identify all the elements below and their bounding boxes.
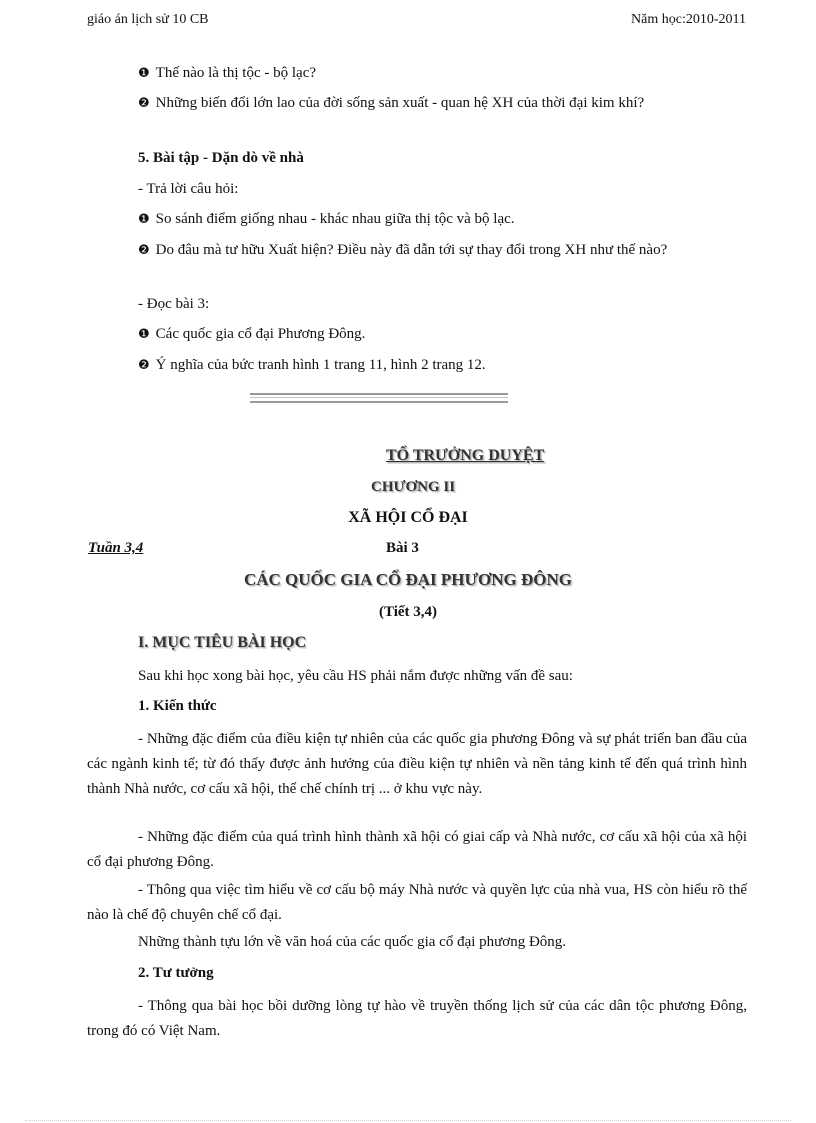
knowledge-paragraph-1: - Những đặc điểm của điều kiện tự nhiên của các quốc gia phương Đông và sự phát triển ban đầu của các ngành kinh tế; từ đó thấy được ảnh hưởng của điều kiện tự nhiên và nền tảng kinh tế đến quá trình hình thành Nhà nước, cơ cấu xã hội, thể chế chính trị ... ở khu vực này.: [87, 731, 747, 797]
objectives-intro: Sau khi học xong bài học, yêu cầu HS phải nắm được những vấn đề sau:: [138, 668, 573, 684]
chapter-title: XÃ HỘI CỔ ĐẠI: [348, 509, 468, 526]
review-question-2-text: Những biến đổi lớn lao của đời sống sản xuất - quan hệ XH của thời đại kim khí?: [155, 95, 645, 111]
bullet-one-icon: ❶: [138, 327, 150, 342]
homework-read-2-text: Ý nghĩa của bức tranh hình 1 trang 11, hình 2 trang 12.: [155, 357, 486, 373]
knowledge-paragraph-2: - Những đặc điểm của quá trình hình thành xã hội có giai cấp và Nhà nước, cơ cấu xã hội của xã hội cổ đại phương Đông.: [87, 829, 747, 870]
bullet-two-icon: ❷: [138, 96, 150, 111]
bullet-two-icon: ❷: [138, 243, 150, 258]
header-left: giáo án lịch sử 10 CB: [87, 12, 209, 27]
approval-title: TỔ TRƯỞNG DUYỆT: [386, 447, 545, 464]
lesson-number: Bài 3: [386, 540, 419, 556]
bullet-two-icon: ❷: [138, 358, 150, 373]
homework-question-1: [138, 208, 515, 231]
page-bottom-border: [25, 1120, 791, 1121]
week-label: Tuần 3,4: [88, 540, 144, 556]
homework-heading: 5. Bài tập - Dặn dò về nhà: [138, 150, 304, 166]
review-question-2: [87, 92, 747, 115]
header-right: Năm học:2010-2011: [631, 12, 746, 27]
homework-read-1: [138, 323, 365, 346]
homework-read: - Đọc bài 3:: [138, 296, 210, 312]
review-question-1-text: Thế nào là thị tộc - bộ lạc?: [155, 65, 317, 81]
knowledge-heading: 1. Kiến thức: [138, 698, 217, 714]
thought-heading: 2. Tư tưởng: [138, 965, 214, 981]
bullet-one-icon: ❶: [138, 66, 150, 81]
review-question-1: [138, 62, 316, 85]
homework-question-2-text: Do đâu mà tư hữu Xuất hiện? Điều này đã dẫn tới sự thay đổi trong XH như thế nào?: [155, 242, 668, 258]
homework-question-2: [87, 239, 747, 262]
objectives-heading: I. MỤC TIÊU BÀI HỌC: [138, 634, 307, 651]
homework-read-2: [138, 354, 486, 377]
knowledge-paragraph-3: - Thông qua việc tìm hiểu về cơ cấu bộ máy Nhà nước và quyền lực của nhà vua, HS còn hiểu rõ thế nào là chế độ chuyên chế cổ đại.: [87, 882, 747, 923]
thought-paragraph-1: - Thông qua bài học bồi dưỡng lòng tự hào về truyền thống lịch sử của các dân tộc phương Đông, trong đó có Việt Nam.: [87, 998, 747, 1039]
homework-read-1-text: Các quốc gia cổ đại Phương Đông.: [155, 326, 366, 342]
homework-intro: - Trả lời câu hỏi:: [138, 181, 239, 197]
homework-question-1-text: So sánh điểm giống nhau - khác nhau giữa thị tộc và bộ lạc.: [155, 211, 515, 227]
section-divider: [250, 393, 508, 403]
bullet-one-icon: ❶: [138, 212, 150, 227]
lesson-periods: (Tiết 3,4): [378, 604, 438, 620]
lesson-title: CÁC QUỐC GIA CỔ ĐẠI PHƯƠNG ĐÔNG: [243, 570, 573, 589]
knowledge-paragraph-4: Những thành tựu lớn về văn hoá của các quốc gia cổ đại phương Đông.: [138, 934, 567, 950]
chapter-number: CHƯƠNG II: [371, 479, 456, 495]
